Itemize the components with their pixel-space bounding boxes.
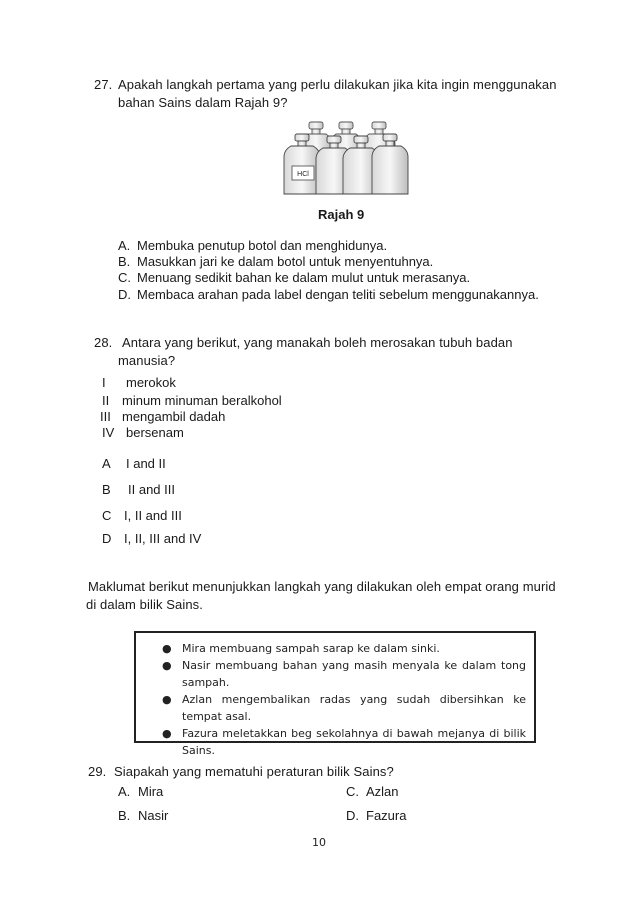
q28-option-c-text: I, II and III [124, 508, 182, 523]
q29-option-b-letter: B. [118, 808, 131, 823]
q28-item-1-roman: I [102, 375, 106, 390]
bullet-icon: ● [162, 659, 172, 672]
hcl-label: HCl [297, 171, 309, 178]
bullet-item [136, 691, 534, 725]
q29-option-a-letter: A. [118, 784, 131, 799]
q28-option-a-letter: A [102, 456, 111, 471]
bullet-text: Mira membuang sampah sarap ke dalam sinki. [182, 642, 440, 655]
bullet-text: Azlan mengembalikan radas yang sudah dibersihkan ke tempat asal. [182, 693, 526, 723]
page-number: 10 [312, 836, 326, 849]
q29-option-c-text: Azlan [366, 784, 399, 799]
bullet-icon: ● [162, 727, 172, 740]
bullet-item [136, 657, 534, 691]
bullet-item [136, 725, 534, 759]
q27-option-c-text: Menuang sedikit bahan ke dalam mulut untuk merasanya. [137, 270, 471, 285]
q28-option-d-letter: D [102, 531, 112, 546]
bullet-text: Fazura meletakkan beg sekolahnya di bawah mejanya di bilik Sains. [182, 727, 526, 757]
q28-option-d-text: I, II, III and IV [124, 531, 202, 546]
q28-item-3-roman: III [100, 409, 111, 424]
q28-item-3-text: mengambil dadah [122, 409, 226, 424]
q28-item-4-text: bersenam [126, 425, 184, 440]
q28-option-b-letter: B [102, 482, 111, 497]
q28-option-a-text: I and II [126, 456, 166, 471]
q28-question-line2: manusia? [118, 353, 176, 368]
q29-option-c-letter: C. [346, 784, 359, 799]
bullet-item [136, 640, 534, 657]
q27-option-d-letter: D. [118, 287, 131, 302]
q29-option-d-text: Fazura [366, 808, 407, 823]
bottles-svg [284, 120, 418, 196]
q28-item-2-text: minum minuman beralkohol [122, 393, 282, 408]
info-paragraph-line1: Maklumat berikut menunjukkan langkah yang dilakukan oleh empat orang murid [88, 579, 556, 594]
q27-option-c-letter: C. [118, 270, 131, 285]
q28-option-b-text: II and III [128, 482, 175, 497]
q27-option-a-text: Membuka penutup botol dan menghidunya. [137, 238, 388, 253]
bullet-icon: ● [162, 642, 172, 655]
bullet-icon: ● [162, 693, 172, 706]
q29-number: 29. [88, 764, 107, 779]
q29-option-a-text: Mira [138, 784, 164, 799]
q29-option-d-letter: D. [346, 808, 359, 823]
q27-option-d-text: Membaca arahan pada label dengan teliti sebelum menggunakannya. [137, 287, 539, 302]
q27-option-b-text: Masukkan jari ke dalam botol untuk menyentuhnya. [137, 254, 434, 269]
q28-item-4-roman: IV [102, 425, 115, 440]
q27-number: 27. [94, 77, 113, 92]
rajah-9-bottles-illustration [284, 120, 418, 196]
bullet-text: Nasir membuang bahan yang masih menyala ke dalam tong sampah. [182, 659, 526, 689]
q27-option-b-letter: B. [118, 254, 131, 269]
q28-question-line1: Antara yang berikut, yang manakah boleh merosakan tubuh badan [122, 335, 513, 350]
student-actions-box [134, 631, 536, 757]
q28-item-2-roman: II [102, 393, 110, 408]
rajah-9-caption: Rajah 9 [318, 207, 365, 222]
q28-number: 28. [94, 335, 113, 350]
q28-item-1-text: merokok [126, 375, 176, 390]
q29-question: Siapakah yang mematuhi peraturan bilik Sains? [114, 764, 394, 779]
q29-option-b-text: Nasir [138, 808, 169, 823]
q27-option-a-letter: A. [118, 238, 131, 253]
q27-question-line2: bahan Sains dalam Rajah 9? [118, 95, 288, 110]
info-paragraph-line2: di dalam bilik Sains. [86, 597, 203, 612]
q27-question-line1: Apakah langkah pertama yang perlu dilakukan jika kita ingin menggunakan [118, 77, 557, 92]
q28-option-c-letter: C [102, 508, 112, 523]
